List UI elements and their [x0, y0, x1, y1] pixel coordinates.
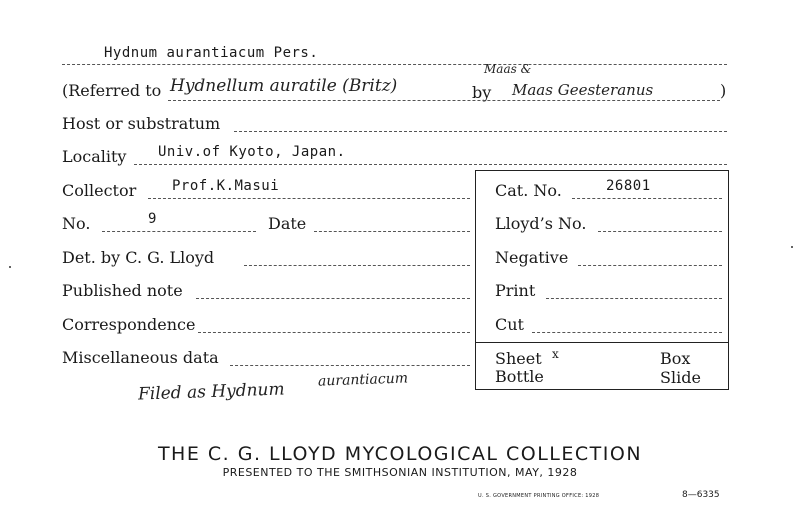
cat-no-label: Cat. No. [495, 181, 562, 200]
host-label: Host or substratum [62, 114, 221, 133]
lloyds-no-line [598, 231, 722, 232]
published-note-line [196, 298, 470, 299]
cat-no-value: 26801 [606, 178, 651, 194]
collector-label: Collector [62, 181, 137, 200]
box-top [475, 170, 729, 171]
misc-handwritten-suffix: aurantiacum [317, 370, 409, 390]
cut-label: Cut [495, 315, 524, 334]
correspondence-label: Correspondence [62, 315, 196, 334]
misc-handwritten-prefix: Filed as Hydnum [137, 379, 285, 405]
cut-line [532, 332, 722, 333]
negative-label: Negative [495, 248, 569, 267]
referred-name-handwritten: Hydnellum auratile (Britz) [170, 76, 398, 96]
bottle-label: Bottle [495, 367, 544, 386]
collection-subtitle: PRESENTED TO THE SMITHSONIAN INSTITUTION, MAY, 1928 [222, 466, 578, 479]
no-line [102, 231, 256, 232]
referred-author-extra-handwritten: Maas & [484, 62, 532, 76]
collection-title: THE C. G. LLOYD MYCOLOGICAL COLLECTION [157, 443, 643, 465]
no-label: No. [62, 214, 91, 233]
locality-value: Univ.of Kyoto, Japan. [158, 144, 346, 160]
specimen-name: Hydnum aurantiacum Pers. [104, 45, 319, 61]
misc-data-label: Miscellaneous data [62, 348, 219, 367]
sheet-mark: x [552, 347, 559, 361]
referred-by-label: by [472, 83, 492, 102]
collector-line [148, 198, 470, 199]
no-value: 9 [148, 211, 157, 227]
correspondence-line [198, 332, 470, 333]
box-bottom [475, 389, 729, 390]
locality-label: Locality [62, 147, 127, 166]
scan-speck [9, 266, 11, 268]
date-label: Date [268, 214, 307, 233]
locality-line [134, 164, 727, 165]
referred-open-label: (Referred to [62, 81, 162, 100]
published-note-label: Published note [62, 281, 183, 300]
cat-no-line [572, 198, 722, 199]
lloyds-no-label: Lloyd’s No. [495, 214, 587, 233]
slide-label: Slide [660, 368, 701, 387]
form-code: 8—6335 [682, 490, 720, 500]
print-line [546, 298, 722, 299]
det-by-line [244, 265, 470, 266]
referred-close-label: ) [720, 81, 727, 100]
misc-data-line [230, 365, 470, 366]
referred-author-handwritten: Maas Geesteranus [512, 81, 654, 99]
collector-value: Prof.K.Masui [172, 178, 280, 194]
print-label: Print [495, 281, 536, 300]
host-line [234, 131, 727, 132]
det-by-label: Det. by C. G. Lloyd [62, 248, 215, 267]
gpo-imprint: U. S. GOVERNMENT PRINTING OFFICE: 1928 [478, 493, 600, 499]
box-label: Box [660, 349, 691, 368]
sheet-label: Sheet [495, 349, 542, 368]
box-divider-sheet [475, 342, 729, 343]
scan-speck [791, 246, 793, 248]
box-right [728, 170, 729, 389]
box-left [475, 170, 476, 389]
negative-line [578, 265, 722, 266]
title-line [62, 64, 727, 65]
date-line [314, 231, 470, 232]
referred-line [168, 100, 720, 101]
